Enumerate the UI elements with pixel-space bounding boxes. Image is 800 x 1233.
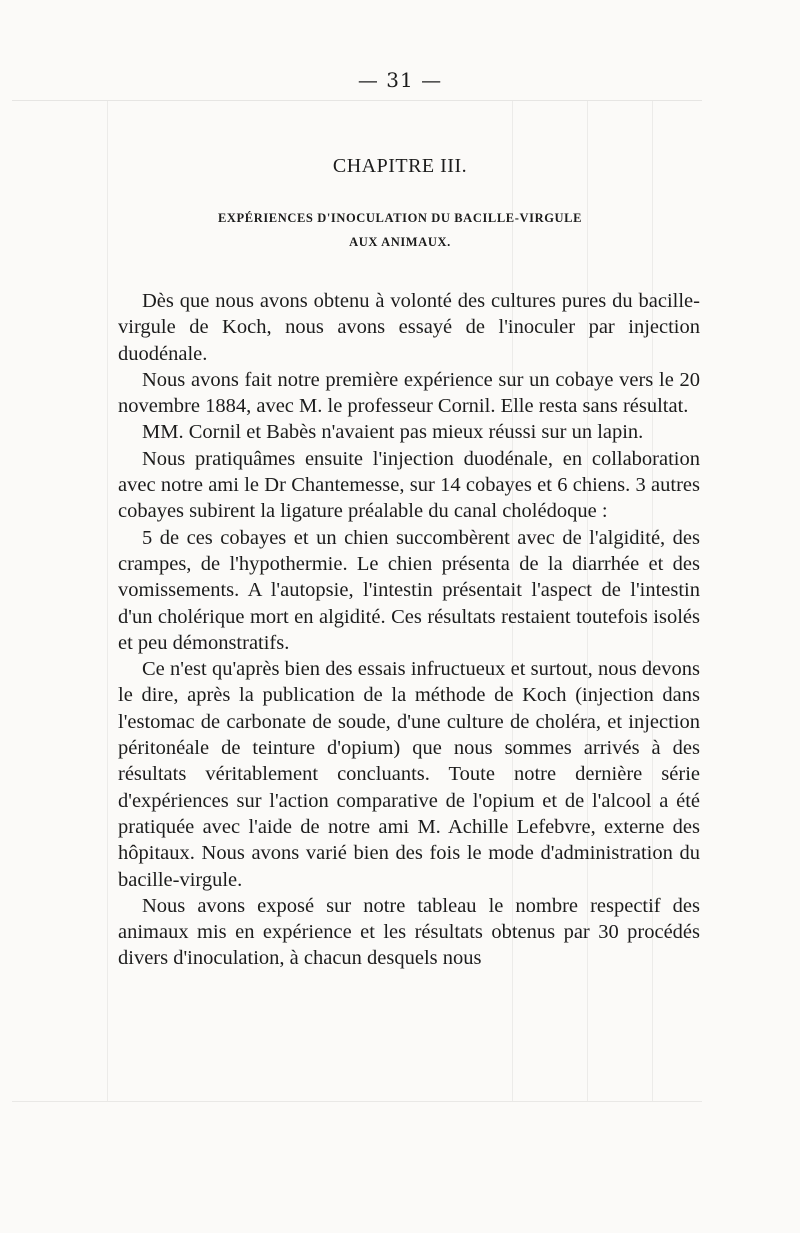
paragraph-6: Ce n'est qu'après bien des essais infructueux et surtout, nous devons le dire, après la publication de la méthode de Koch (injection dans l'estomac de carbonate de soude, d'une culture de choléra, et injection péritonéale de teinture d'opium) que nous sommes arrivés à des résultats véritablement concluants. Toute notre dernière série d'expériences sur l'action comparative de l'opium et de l'alcool a été pratiquée avec l'aide de notre ami M. Achille Lefebvre, externe des hôpitaux. Nous avons varié bien des fois le mode d'administration du bacille-virgule.	[118, 658, 700, 891]
paragraph-7: Nous avons exposé sur notre tableau le nombre respectif des animaux mis en expérience et les résultats obtenus par 30 procédés divers d'inoculation, à chacun desquels nous	[118, 894, 700, 970]
subtitle-line-1: EXPÉRIENCES D'INOCULATION DU BACILLE-VIRGULE	[217, 211, 583, 225]
paragraph-4: Nous pratiquâmes ensuite l'injection duodénale, en collaboration avec notre ami le Dr Chantemesse, sur 14 cobayes et 6 chiens. 3 autres cobayes subirent la ligature préalable du canal cholédoque :	[118, 447, 700, 523]
chapter-subtitle	[150, 206, 650, 254]
paragraph-1: Dès que nous avons obtenu à volonté des cultures pures du bacille-virgule de Koch, nous avons essayé de l'inoculer par injection duodénale.	[118, 290, 700, 365]
chapter-title: CHAPITRE III.	[332, 155, 468, 177]
paragraph-3: MM. Cornil et Babès n'avaient pas mieux réussi sur un lapin.	[142, 421, 644, 444]
subtitle-line-2: AUX ANIMAUX.	[349, 235, 451, 249]
paragraph-5: 5 de ces cobayes et un chien succombèrent avec de l'algidité, des crampes, de l'hypothermie. Le chien présenta de la diarrhée et des vomissements. A l'autopsie, l'intestin présentait l'aspect de l'intestin d'un cholérique mort en algidité. Ces résultats restaient toutefois isolés et peu démonstratifs.	[118, 526, 700, 654]
body-text	[118, 288, 700, 972]
paragraph-2: Nous avons fait notre première expérience sur un cobaye vers le 20 novembre 1884, avec M. le professeur Cornil. Elle resta sans résultat.	[118, 368, 700, 418]
page-number: — 31 —	[357, 68, 443, 92]
